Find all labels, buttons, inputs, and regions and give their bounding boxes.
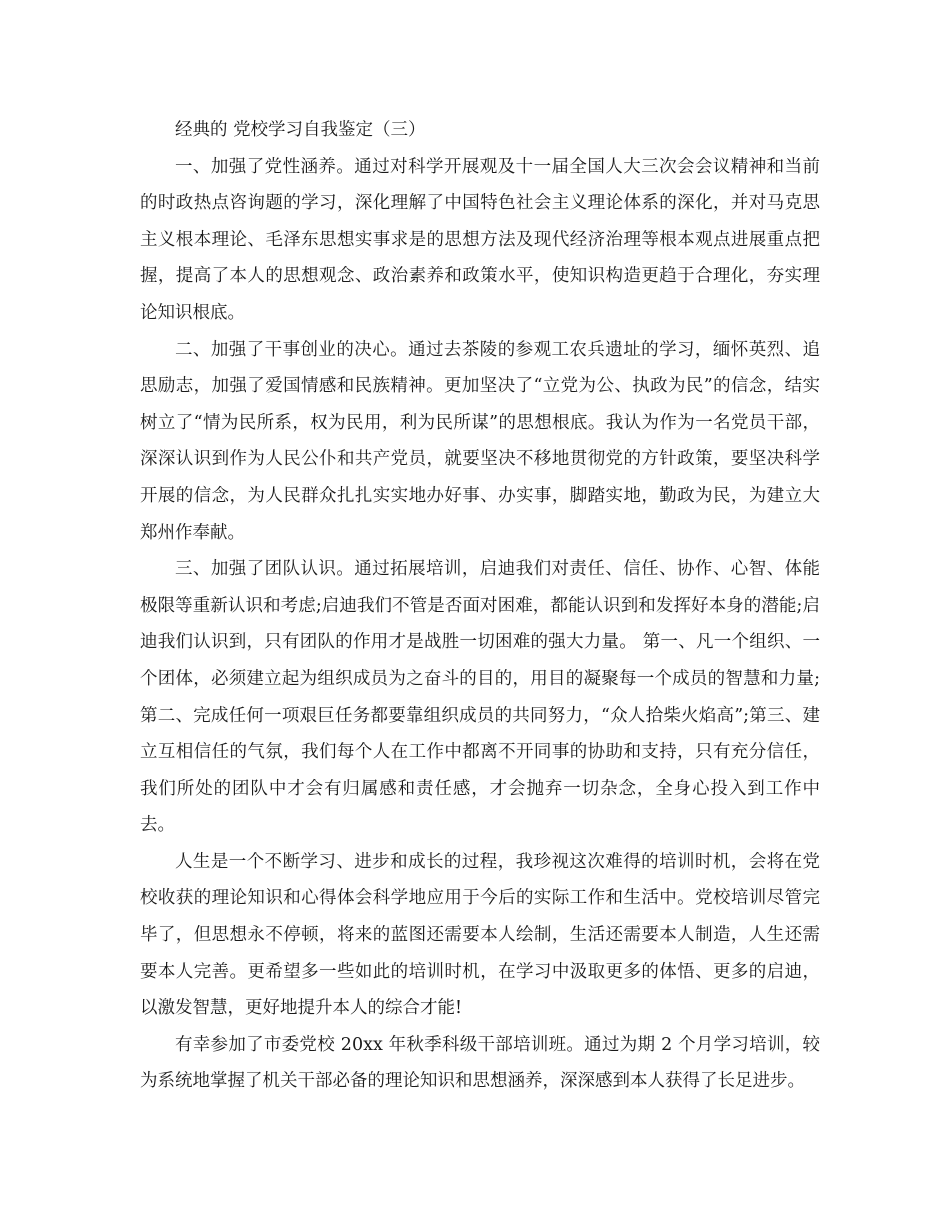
document-title: 经典的 党校学习自我鉴定（三） — [175, 120, 426, 140]
paragraph-team-awareness: 三、加强了团队认识。通过拓展培训，启迪我们对责任、信任、协作、心智、体能极限等重新认识和考虑;启迪我们不管是否面对困难，都能认识到和发挥好本身的潜能;启迪我们认识到，只有团队的作用才是战胜一切困难的强大力量。 第一、凡一个组织、一个团体，必须建立起为组织成员为之奋斗的目的，用目的凝聚每一个成员的智慧和力量;第二、完成任何一项艰巨任务都要靠组织成员的共同努力，“众人拾柴火焰高”;第三、建立互相信任的气氛，我们每个人在工作中都离不开同事的协助和支持，只有充分信任，我们所处的团队中才会有归属感和责任感，才会抛弃一切杂念，全身心投入到工作中去。 — [140, 559, 820, 836]
paragraph-training-class: 有幸参加了市委党校 20xx 年秋季科级干部培训班。通过为期 2 个月学习培训，较为系统地掌握了机关干部必备的理论知识和思想涵养，深深感到本人获得了长足进步。 — [140, 1034, 820, 1092]
document-body — [140, 112, 820, 1100]
paragraph-career-resolve: 二、加强了干事创业的决心。通过去茶陵的参观工农兵遗址的学习，缅怀英烈、追思励志，加强了爱国情感和民族精神。更加坚决了“立党为公、执政为民”的信念，结实树立了“情为民所系，权为民用，利为民所谋”的思想根底。我认为作为一名党员干部，深深认识到作为人民公仆和共产党员，就要坚决不移地贯彻党的方针政策，要坚决科学开展的信念，为人民群众扎扎实实地办好事、办实事，脚踏实地，勤政为民，为建立大郑州作奉献。 — [140, 339, 820, 543]
paragraph-party-spirit: 一、加强了党性涵养。通过对科学开展观及十一届全国人大三次会会议精神和当前的时政热点咨询题的学习，深化理解了中国特色社会主义理论体系的深化，并对马克思主义根本理论、毛泽东思想实事求是的思想方法及现代经济治理等根本观点进展重点把握，提高了本人的思想观念、政治素养和政策水平，使知识构造更趋于合理化，夯实理论知识根底。 — [140, 156, 820, 323]
paragraph-life-learning: 人生是一个不断学习、进步和成长的过程，我珍视这次难得的培训时机，会将在党校收获的理论知识和心得体会科学地应用于今后的实际工作和生活中。党校培训尽管完毕了，但思想永不停顿，将来的蓝图还需要本人绘制，生活还需要本人制造，人生还需要本人完善。更希望多一些如此的培训时机，在学习中汲取更多的体悟、更多的启迪，以激发智慧，更好地提升本人的综合才能! — [140, 851, 820, 1019]
